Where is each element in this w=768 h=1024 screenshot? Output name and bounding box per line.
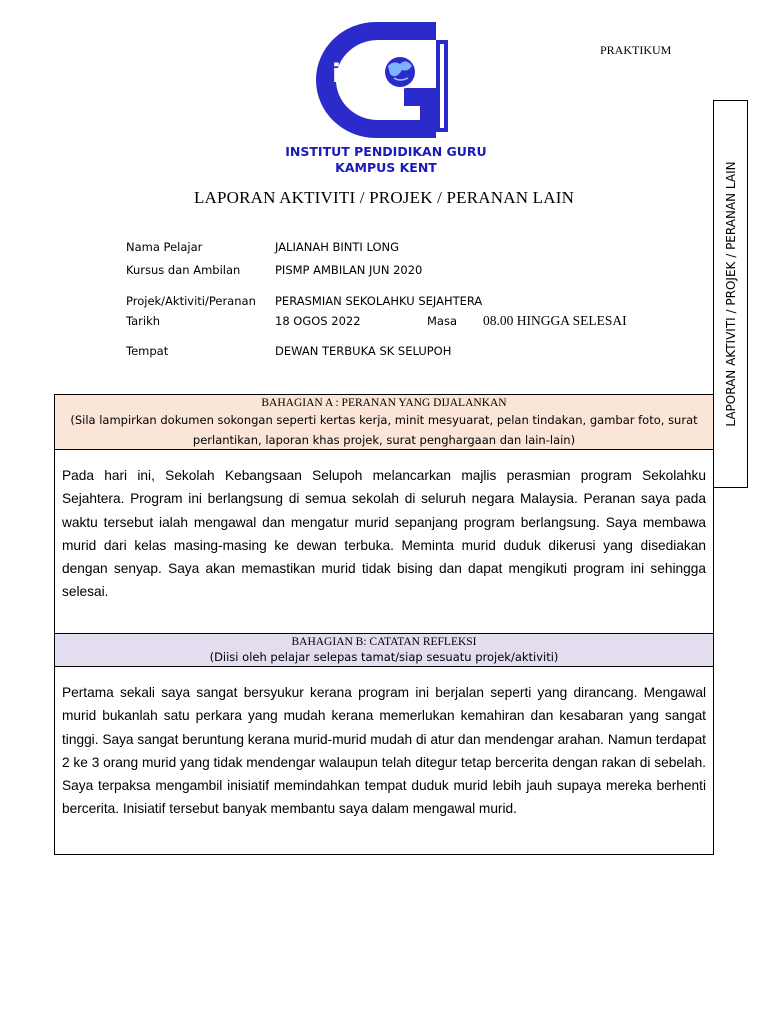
bahagian-a-text: Pada hari ini, Sekolah Kebangsaan Selupoh melancarkan majlis perasmian program Sekolahku Sejahtera. Program ini berlangsung di semua sekolah di seluruh negara Malaysia. Peranan saya pada waktu tersebut ialah mengawal dan mengatur murid sepanjang program berlangsung. Saya membawa murid dari kelas masing-masing ke dewan terbuka. Meminta murid duduk dikerusi yang disediakan dengan senyap. Saya akan memastikan murid tidak bising dan dapat mengikuti program ini sehingga selesai. bbox=[62, 468, 706, 600]
kursus-value: PISMP AMBILAN JUN 2020 bbox=[275, 263, 423, 277]
svg-text:iPG: iPG bbox=[332, 59, 382, 89]
bahagian-a-title: BAHAGIAN A : PERANAN YANG DIJALANKAN bbox=[261, 397, 507, 409]
praktikum-label: PRAKTIKUM bbox=[600, 43, 672, 57]
nama-label: Nama Pelajar bbox=[126, 240, 203, 254]
bahagian-b-text: Pertama sekali saya sangat bersyukur kerana program ini berjalan seperti yang dirancang. Mengawal murid bukanlah satu perkara yang mudah kerana memerlukan kemahiran dan kesabaran yang sangat tinggi. Saya sangat beruntung kerana murid-murid mudah di atur dan mendengar arahan. Namun terdapat 2 ke 3 orang murid yang tidak mendengar walaupun telah ditegur tetap bercerita dengan rakan di sebelah. Saya terpaksa mengambil inisiatif memindahkan tempat duduk murid lebih jauh supaya mereka berhenti bercerita. Inisiatif tersebut banyak membantu saya dalam mengawal murid. bbox=[62, 685, 706, 817]
tarikh-value: 18 OGOS 2022 bbox=[275, 314, 361, 328]
projek-label: Projek/Aktiviti/Peranan bbox=[126, 294, 256, 308]
nama-value: JALIANAH BINTI LONG bbox=[275, 240, 400, 254]
bahagian-a-subtitle: (Sila lampirkan dokumen sokongan seperti kertas kerja, minit mesyuarat, pelan tindakan, gambar foto, surat perlantikan, laporan khas projek, surat penghargaan dan lain-lain) bbox=[70, 413, 698, 447]
page-title: LAPORAN AKTIVITI / PROJEK / PERANAN LAIN bbox=[193, 188, 575, 207]
kursus-label: Kursus dan Ambilan bbox=[126, 263, 241, 277]
projek-value: PERASMIAN SEKOLAHKU SEJAHTERA bbox=[275, 294, 483, 308]
bahagian-a-header bbox=[54, 394, 714, 450]
tempat-label: Tempat bbox=[126, 344, 169, 358]
svg-text:INSTITUT PENDIDIKAN GURU: INSTITUT PENDIDIKAN GURU bbox=[285, 144, 487, 159]
bahagian-b-title: BAHAGIAN B: CATATAN REFLEKSI bbox=[291, 636, 477, 648]
bahagian-b-header bbox=[54, 633, 714, 667]
tarikh-label: Tarikh bbox=[126, 314, 161, 328]
ipg-logo bbox=[285, 10, 487, 190]
bahagian-a-body bbox=[54, 450, 714, 634]
bahagian-b-subtitle: (Diisi oleh pelajar selepas tamat/siap sesuatu projek/aktiviti) bbox=[209, 650, 559, 664]
svg-text:KAMPUS KENT: KAMPUS KENT bbox=[335, 160, 437, 175]
side-label-box bbox=[713, 100, 748, 488]
tempat-value: DEWAN TERBUKA SK SELUPOH bbox=[275, 344, 452, 358]
bahagian-b-body bbox=[54, 667, 714, 855]
side-label: LAPORAN AKTIVITI / PROJEK / PERANAN LAIN bbox=[723, 161, 738, 427]
masa-label: Masa bbox=[427, 314, 458, 328]
masa-value: 08.00 HINGGA SELESAI bbox=[483, 313, 627, 328]
